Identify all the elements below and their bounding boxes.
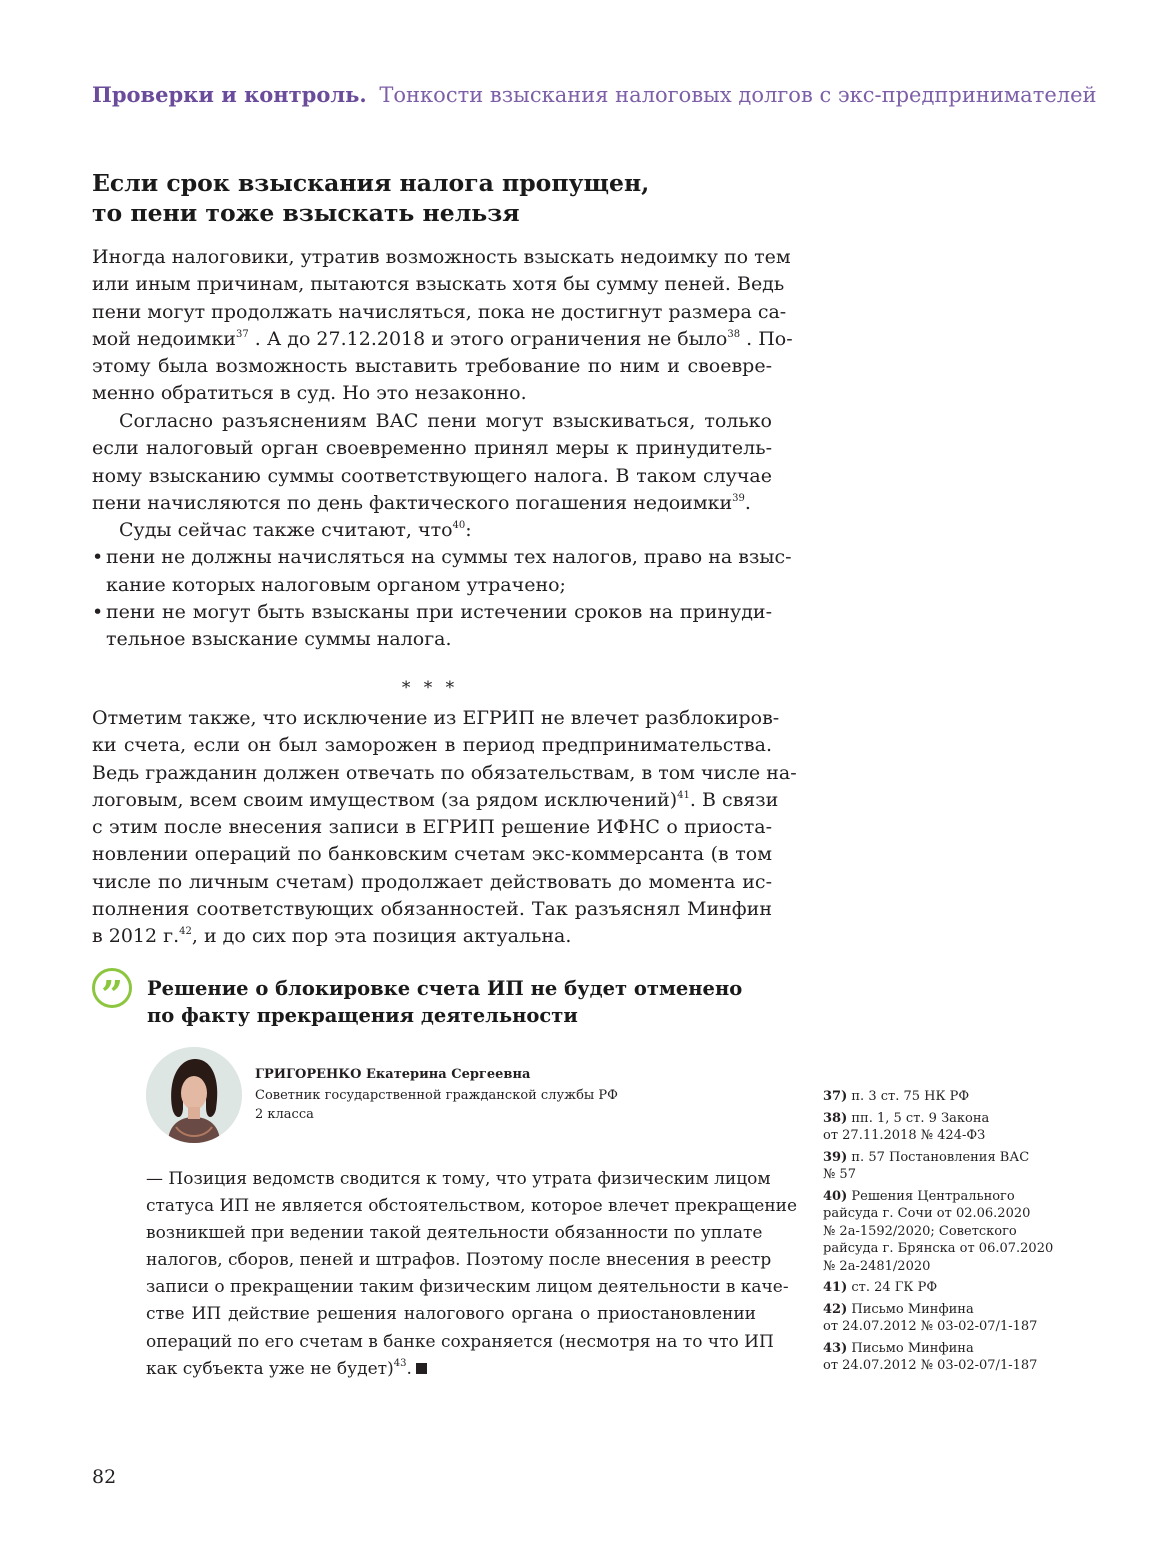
quote-line: как субъекта уже не будет)$^{43}$.: [146, 1356, 756, 1383]
running-head: [92, 82, 1097, 107]
text-line: Иногда налоговики, утратив возможность взыскать недоимку по тем: [92, 246, 791, 268]
expert-position-line: 2 класса: [255, 1107, 314, 1122]
text-line: если налоговый орган своевременно принял меры к принудитель-: [92, 437, 772, 460]
footnote-ref[interactable]: 43: [393, 1357, 407, 1369]
footnote-item: 38) пп. 1, 5 ст. 9 Закона от 27.11.2018 № 424-ФЗ: [823, 1110, 990, 1143]
text-line: числе по личным счетам) продолжает действовать до момента ис-: [92, 870, 772, 893]
paragraph-4: [92, 705, 797, 951]
text-line: или иным причинам, пытаются взыскать хотя бы сумму пеней. Ведь: [92, 273, 785, 296]
text-line: Согласно разъяснениям ВАС пени могут взыскиваться, только: [119, 410, 772, 432]
running-head-title: Тонкости взыскания налоговых долгов с экс-предпринимателей: [379, 83, 1097, 107]
quote-line: возникшей при ведении такой деятельности обязанности по уплате: [146, 1223, 763, 1244]
expert-avatar: [146, 1047, 242, 1143]
quote-line: статуса ИП не является обстоятельством, которое влечет прекращение: [146, 1196, 798, 1217]
text-line: пени могут продолжать начисляться, пока не достигнут размера са-: [92, 300, 787, 323]
section-heading-line: Если срок взыскания налога пропущен,: [92, 169, 650, 197]
footnote-number: 42): [823, 1301, 848, 1317]
quote-line: записи о прекращении таким физическим лицом деятельности в каче-: [146, 1277, 789, 1298]
footnote-item: 40) Решения Центрального райсуда г. Сочи от 02.06.2020 № 2а-1592/2020; Советского райсуда г. Брянска от 06.07.2020 № 2а-2481/2020: [823, 1188, 1054, 1274]
text-line: логовым, всем своим имуществом (за рядом исключений)$^{41}$. В связи: [92, 788, 779, 811]
footnotes: [823, 1088, 1063, 1379]
paragraph-2: [92, 408, 772, 517]
quote-heading-line: Решение о блокировке счета ИП не будет отменено: [147, 977, 743, 1000]
footnote-item: 41) ст. 24 ГК РФ: [823, 1280, 938, 1295]
paragraph-3: [92, 517, 792, 653]
quote-line: налогов, сборов, пеней и штрафов. Поэтому после внесения в реестр: [146, 1250, 772, 1271]
quote-line: стве ИП действие решения налогового органа о приостановлении: [146, 1304, 756, 1325]
bullet-item-continuation: тельное взыскание суммы налога.: [106, 628, 452, 651]
text-line: ки счета, если он был заморожен в период предпринимательства.: [92, 734, 772, 757]
footnote-ref[interactable]: 40: [452, 520, 466, 531]
text-line: мой недоимки$^{37}$ . А до 27.12.2018 и этого ограничения не было$^{38}$ . По-: [92, 327, 793, 350]
quote-heading-line: по факту прекращения деятельности: [147, 1004, 578, 1027]
section-heading: [92, 168, 792, 228]
footnote-ref[interactable]: 42: [179, 926, 192, 938]
quote-icon: ”: [92, 968, 132, 1008]
text-line: в 2012 г.$^{42}$, и до сих пор эта позиция актуальна.: [92, 925, 572, 948]
footnote-ref[interactable]: 39: [732, 492, 745, 504]
footnote-number: 37): [823, 1089, 848, 1104]
paragraph-1: [92, 244, 793, 408]
quote-line: операций по его счетам в банке сохраняется (несмотря на то что ИП: [146, 1331, 774, 1352]
expert-photo: [146, 1047, 242, 1143]
text-line: Ведь гражданин должен отвечать по обязательствам, в том числе на-: [92, 761, 797, 784]
footnote-ref[interactable]: 38: [727, 328, 741, 340]
quote-line: — Позиция ведомств сводится к тому, что утрата физическим лицом: [146, 1169, 771, 1189]
footnote-item: 39) п. 57 Постановления ВАС № 57: [823, 1149, 1030, 1182]
bullet-item-continuation: кание которых налоговым органом утрачено;: [106, 573, 566, 596]
footnote-item: 43) Письмо Минфина от 24.07.2012 № 03-02-07/1-187: [823, 1340, 1038, 1373]
bullet-icon: •: [92, 546, 104, 569]
quote-text: [146, 1166, 798, 1383]
running-head-section: Проверки и контроль.: [92, 82, 367, 107]
footnote-number: 39): [823, 1149, 848, 1165]
footnote-item: 37) п. 3 ст. 75 НК РФ: [823, 1089, 970, 1104]
text-line: полнения соответствующих обязанностей. Так разъяснял Минфин: [92, 898, 772, 921]
text-line: с этим после внесения записи в ЕГРИП решение ИФНС о приоста-: [92, 816, 772, 839]
page-number: 82: [92, 1466, 117, 1488]
footnote-number: 40): [823, 1188, 848, 1204]
footnote-ref[interactable]: 37: [235, 328, 249, 340]
section-heading-line: то пени тоже взыскать нельзя: [92, 199, 520, 227]
text-line: менно обратиться в суд. Но это незаконно.: [92, 382, 527, 405]
bullet-icon: •: [92, 600, 104, 623]
text-line: этому была возможность выставить требование по ним и своевре-: [92, 355, 772, 378]
text-line: ному взысканию суммы соответствующего налога. В таком случае: [92, 464, 772, 487]
footnote-number: 38): [823, 1110, 848, 1126]
footnote-number: 43): [823, 1340, 848, 1356]
footnote-ref[interactable]: 41: [677, 789, 690, 801]
footnote-number: 41): [823, 1280, 848, 1295]
end-of-article-icon: [416, 1363, 427, 1374]
bullet-item: • пени не могут быть взысканы при истечении сроков на принуди-: [92, 599, 772, 626]
expert-position-line: Советник государственной гражданской службы РФ: [255, 1088, 618, 1103]
quote-heading: [147, 975, 787, 1029]
text-line: новлении операций по банковским счетам экс-коммерсанта (в том: [92, 843, 772, 866]
bullet-item: • пени не должны начисляться на суммы тех налогов, право на взыс-: [92, 544, 772, 571]
expert-position: [255, 1086, 635, 1124]
expert-name: ГРИГОРЕНКО Екатерина Сергеевна: [255, 1067, 531, 1082]
text-line: Суды сейчас также считают, что$^{40}$:: [119, 519, 472, 541]
text-line: пени начисляются по день фактического погашения недоимки$^{39}$.: [92, 491, 751, 514]
text-line: Отметим также, что исключение из ЕГРИП не влечет разблокиров-: [92, 707, 780, 729]
section-divider: * * *: [401, 678, 459, 698]
footnote-item: 42) Письмо Минфина от 24.07.2012 № 03-02-07/1-187: [823, 1301, 1038, 1334]
